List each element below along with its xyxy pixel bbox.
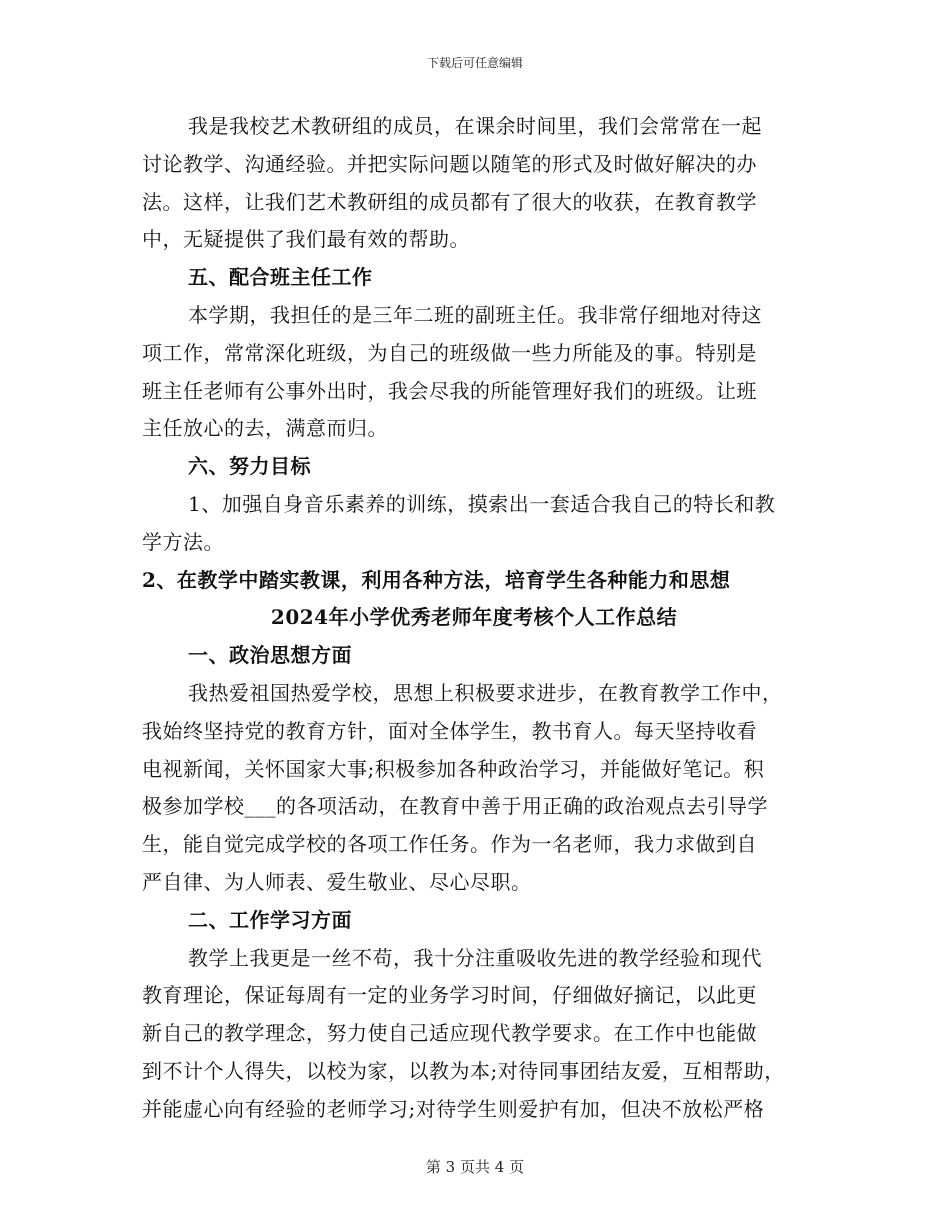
body-line: 电视新闻，关怀国家大事;积极参加各种政治学习，并能做好笔记。积 <box>142 756 765 781</box>
body-line: 生，能自觉完成学校的各项工作任务。作为一名老师，我力求做到自 <box>142 832 757 857</box>
page-footer: 第 3 页共 4 页 <box>425 1158 525 1176</box>
body-line: 教学上我更是一丝不苟，我十分注重吸收先进的教学经验和现代 <box>188 945 762 970</box>
body-line: 到不计个人得失，以校为家，以教为本;对待同事团结友爱，互相帮助， <box>142 1058 785 1083</box>
body-line: 我始终坚持党的教育方针，面对全体学生，教书育人。每天坚持收看 <box>142 718 757 743</box>
body-line: 并能虚心向有经验的老师学习;对待学生则爱护有加，但决不放松严格 <box>142 1096 765 1121</box>
body-line-bold: 2、在教学中踏实教课，利用各种方法，培育学生各种能力和思想 <box>142 567 731 592</box>
body-line: 严自律、为人师表、爱生敬业、尽心尽职。 <box>142 869 532 894</box>
body-line: 1、加强自身音乐素养的训练，摸索出一套适合我自己的特长和教 <box>188 491 776 516</box>
document-title: 2024年小学优秀老师年度考核个人工作总结 <box>270 605 678 630</box>
section-heading: 一、政治思想方面 <box>188 643 352 668</box>
body-line: 中，无疑提供了我们最有效的帮助。 <box>142 227 470 252</box>
body-line: 学方法。 <box>142 529 224 554</box>
body-line: 我是我校艺术教研组的成员，在课余时间里，我们会常常在一起 <box>188 114 762 138</box>
body-line: 教育理论，保证每周有一定的业务学习时间，仔细做好摘记，以此更 <box>142 983 757 1008</box>
body-line: 本学期，我担任的是三年二班的副班主任。我非常仔细地对待这 <box>188 302 762 327</box>
body-line: 新自己的教学理念，努力使自己适应现代教学要求。在工作中也能做 <box>142 1021 757 1046</box>
document-body <box>142 108 806 1129</box>
body-line: 项工作，常常深化班级，为自己的班级做一些力所能及的事。特别是 <box>142 340 757 365</box>
body-line: 班主任老师有公事外出时，我会尽我的所能管理好我们的班级。让班 <box>142 378 757 403</box>
page-header: 下载后可任意编辑 <box>426 56 523 70</box>
section-heading: 五、配合班主任工作 <box>188 265 373 290</box>
section-heading: 二、工作学习方面 <box>188 907 352 932</box>
body-line: 我热爱祖国热爱学校，思想上积极要求进步，在教育教学工作中， <box>188 680 783 705</box>
section-heading: 六、努力目标 <box>188 454 311 479</box>
body-line: 法。这样，让我们艺术教研组的成员都有了很大的收获，在教育教学 <box>142 189 757 214</box>
body-line: 极参加学校___的各项活动，在教育中善于用正确的政治观点去引导学 <box>142 794 768 819</box>
body-line: 主任放心的去，满意而归。 <box>142 416 388 441</box>
body-line: 讨论教学、沟通经验。并把实际问题以随笔的形式及时做好解决的办 <box>142 151 757 176</box>
